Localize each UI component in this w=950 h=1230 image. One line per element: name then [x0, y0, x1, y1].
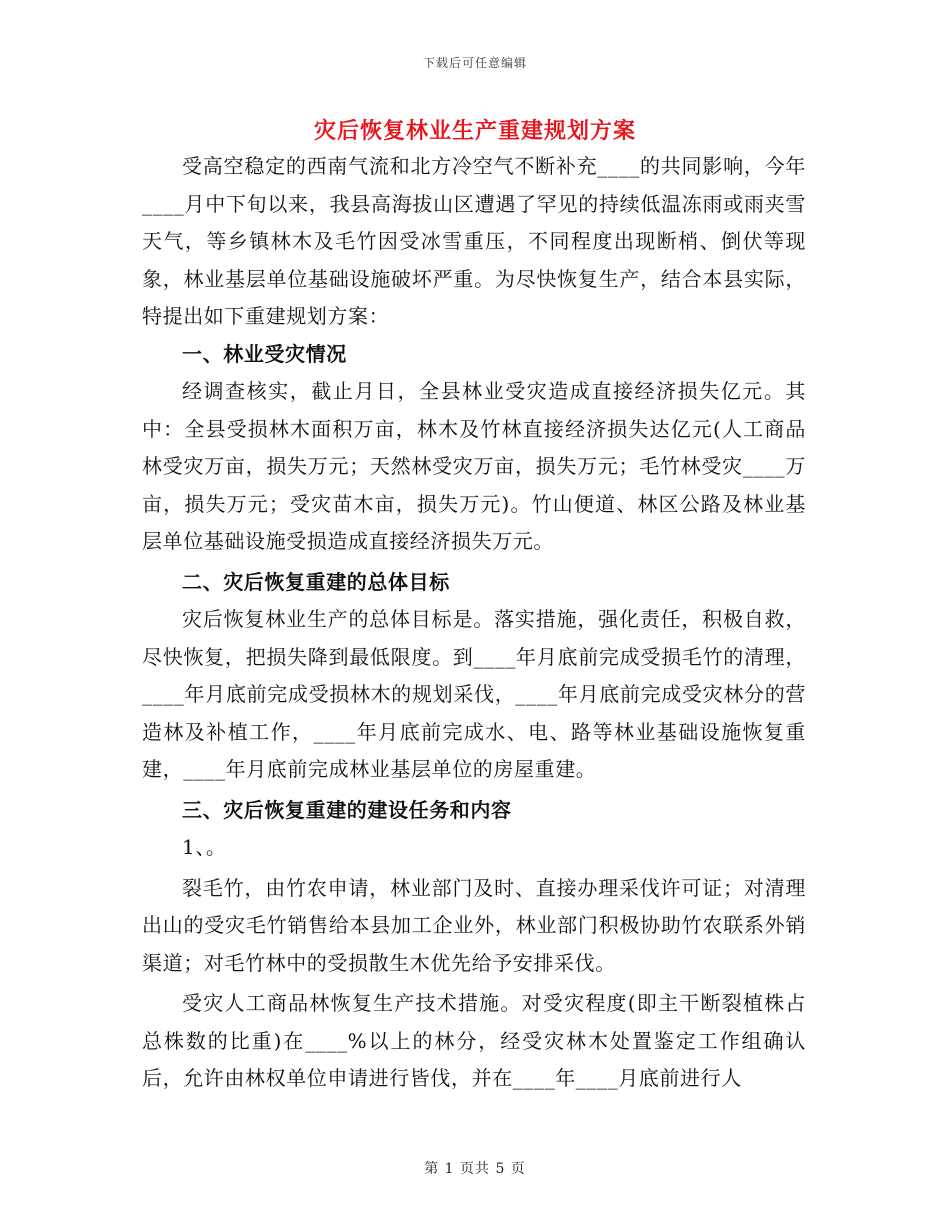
document-title: 灾后恢复林业生产重建规划方案: [313, 119, 636, 144]
section-heading-1: 一、林业受灾情况: [182, 341, 347, 366]
bamboo-paragraph: 裂毛竹，由竹农申请，林业部门及时、直接办理采伐许可证；对清理出山的受灾毛竹销售给本县加工企业外，林业部门积极协助竹农联系外销渠道；对毛竹林中的受损散生木优先给予安排采伐。: [142, 875, 806, 975]
intro-paragraph: 受高空稳定的西南气流和北方冷空气不断补充____的共同影响，今年____月中下旬以来，我县高海拔山区遭遇了罕见的持续低温冻雨或雨夹雪天气，等乡镇林木及毛竹因受冰雪重压，不同程度出现断梢、倒伏等现象，林业基层单位基础设施破坏严重。为尽快恢复生产，结合本县实际，特提出如下重建规划方案：: [142, 154, 806, 328]
section-1-paragraph: 经调查核实，截止月日，全县林业受灾造成直接经济损失亿元。其中：全县受损林木面积万亩，林木及竹林直接经济损失达亿元(人工商品林受灾万亩，损失万元；天然林受灾万亩，损失万元；毛竹林受灾____万亩，损失万元；受灾苗木亩，损失万元)。竹山便道、林区公路及林业基层单位基础设施受损造成直接经济损失万元。: [142, 379, 806, 553]
plantation-paragraph: 受灾人工商品林恢复生产技术措施。对受灾程度(即主干断裂植株占总株数的比重)在____%以上的林分，经受灾林木处置鉴定工作组确认后，允许由林权单位申请进行皆伐，并在____年____月底前进行人: [142, 991, 806, 1090]
document-body: [142, 148, 806, 1098]
page-header-note: 下载后可任意编辑: [422, 56, 527, 70]
section-heading-2: 二、灾后恢复重建的总体目标: [182, 569, 450, 594]
section-heading-3: 三、灾后恢复重建的建设任务和内容: [182, 797, 512, 822]
section-2-paragraph: 灾后恢复林业生产的总体目标是。落实措施，强化责任，积极自救，尽快恢复，把损失降到最低限度。到____年月底前完成受损毛竹的清理，____年月底前完成受损林木的规划采伐，____年月底前完成受灾林分的营造林及补植工作，____年月底前完成水、电、路等林业基础设施恢复重建，____年月底前完成林业基层单位的房屋重建。: [142, 607, 806, 781]
page-footer-number: 第 1 页共 5 页: [424, 1161, 526, 1177]
item-1-label: 1、。: [182, 835, 227, 859]
